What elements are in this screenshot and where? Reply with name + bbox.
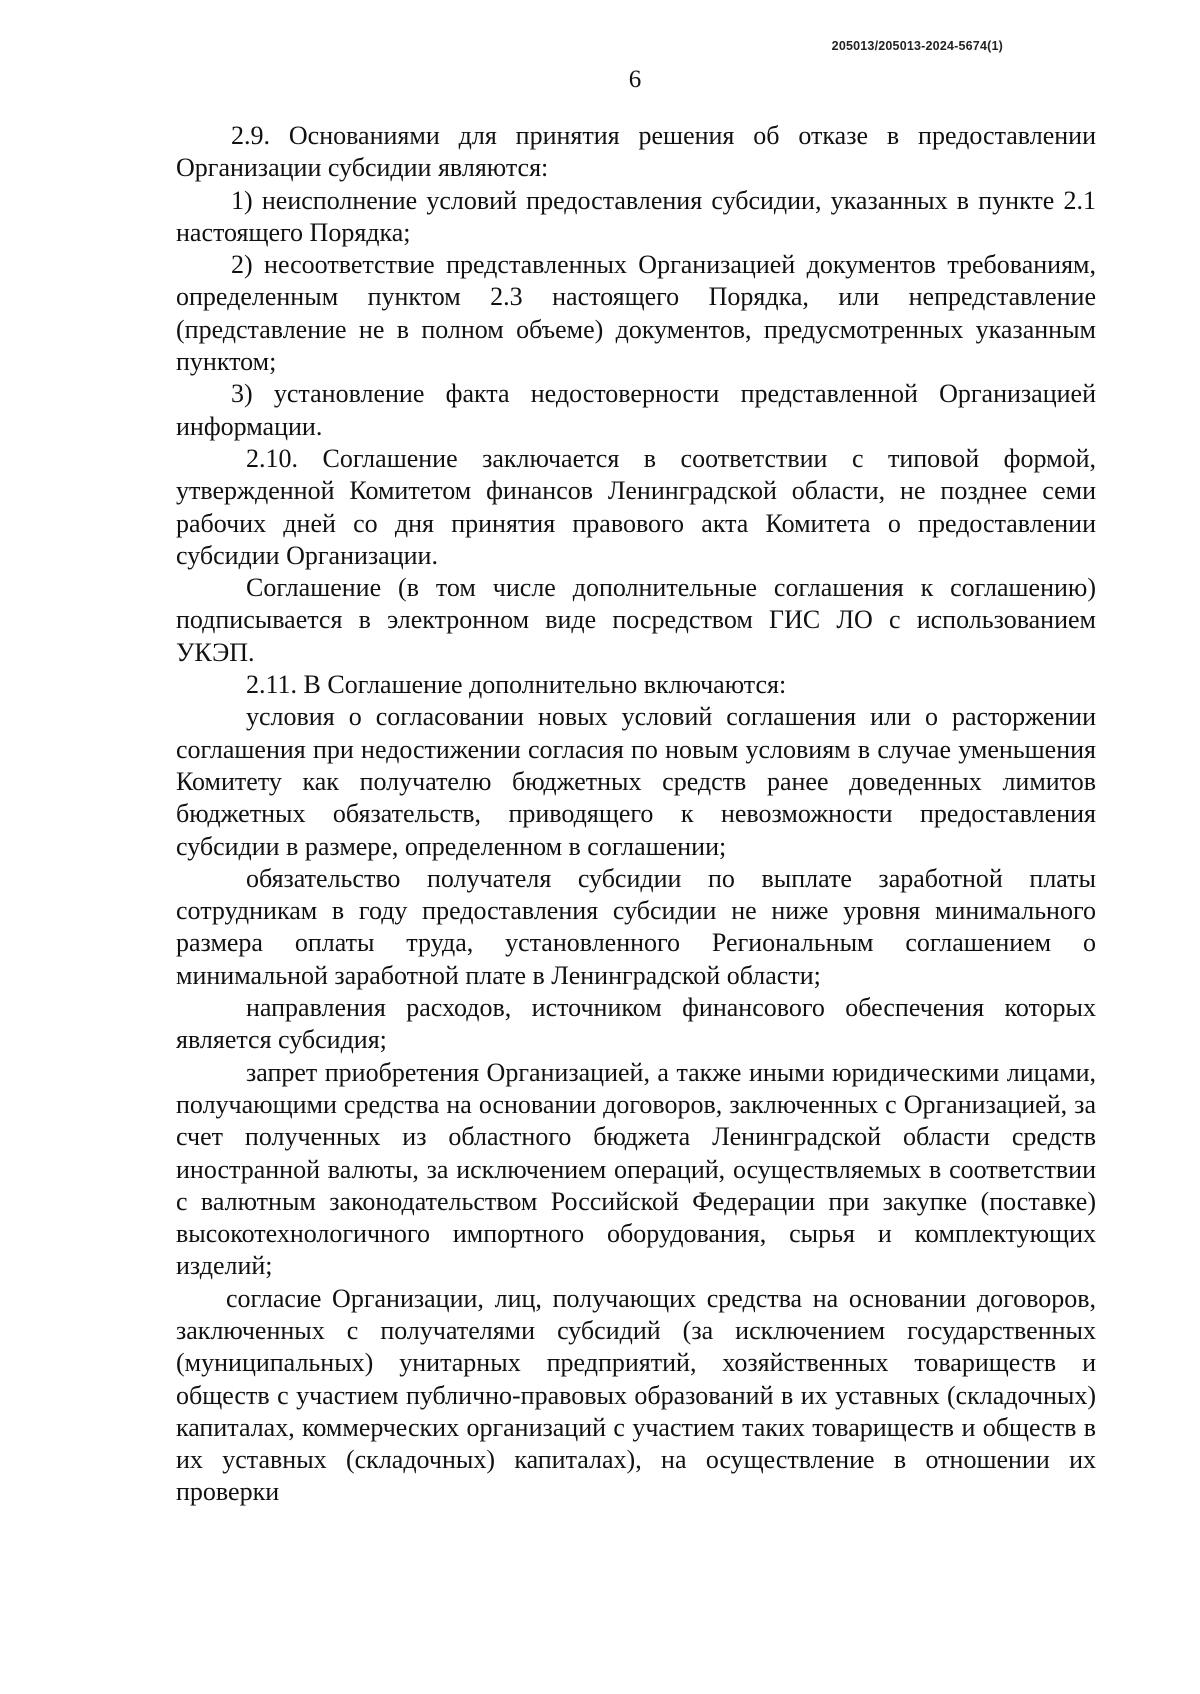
paragraph-2-11: 2.11. В Соглашение дополнительно включаются: bbox=[246, 670, 787, 700]
page-number: 6 bbox=[628, 66, 642, 93]
document-id: 205013/205013-2024-5674(1) bbox=[831, 39, 1003, 53]
document-body bbox=[176, 120, 1096, 1509]
list-item-1: 1) неисполнение условий предоставления субсидии, указанных в пункте 2.1 настоящего Порядка; bbox=[176, 185, 1096, 247]
list-item-3: 3) установление факта недостоверности представленной Организацией информации. bbox=[176, 379, 1096, 441]
clause-minimum-wage: обязательство получателя субсидии по выплате заработной платы сотрудникам в году предоставления субсидии не ниже уровня минимального размера оплаты труда, установленного Региональным соглашением о минимальной заработной плате в Ленинградской области; bbox=[176, 863, 1096, 990]
clause-inspection-consent: согласие Организации, лиц, получающих средства на основании договоров, заключенных с получателями субсидий (за исключением государственных (муниципальных) унитарных предприятий, хозяйственных товариществ и обществ с участием публично-правовых образований в их уставных (складочных) капиталах, коммерческих организаций с участием таких товариществ и обществ в их уставных (складочных) капиталах), на осуществление в отношении их проверки bbox=[176, 1283, 1096, 1507]
clause-expense-directions: направления расходов, источником финансового обеспечения которых является субсидия; bbox=[176, 993, 1096, 1055]
paragraph-2-9: 2.9. Основаниями для принятия решения об отказе в предоставлении Организации субсидии являются: bbox=[176, 121, 1096, 183]
paragraph-agreement-signing: Соглашение (в том числе дополнительные соглашения к соглашению) подписывается в электронном виде посредством ГИС ЛО с использованием УКЭП. bbox=[176, 573, 1096, 667]
list-item-2: 2) несоответствие представленных Организацией документов требованиям, определенным пунктом 2.3 настоящего Порядка, или непредставление (представление не в полном объеме) документов, предусмотренных указанным пунктом; bbox=[176, 250, 1096, 377]
paragraph-2-10: 2.10. Соглашение заключается в соответствии с типовой формой, утвержденной Комитетом финансов Ленинградской области, не позднее семи рабочих дней со дня принятия правового акта Комитета о предоставлении субсидии Организации. bbox=[176, 443, 1096, 570]
clause-currency-ban: запрет приобретения Организацией, а также иными юридическими лицами, получающими средства на основании договоров, заключенных с Организацией, за счет полученных из областного бюджета Ленинградской области средств иностранной валюты, за исключением операций, осуществляемых в соответствии с валютным законодательством Российской Федерации при закупке (поставке) высокотехнологичного импортного оборудования, сырья и комплектующих изделий; bbox=[176, 1057, 1096, 1281]
clause-renegotiation: условия о согласовании новых условий соглашения или о расторжении соглашения при недостижении согласия по новым условиям в случае уменьшения Комитету как получателю бюджетных средств ранее доведенных лимитов бюджетных обязательств, приводящего к невозможности предоставления субсидии в размере, определенном в соглашении; bbox=[176, 702, 1096, 861]
